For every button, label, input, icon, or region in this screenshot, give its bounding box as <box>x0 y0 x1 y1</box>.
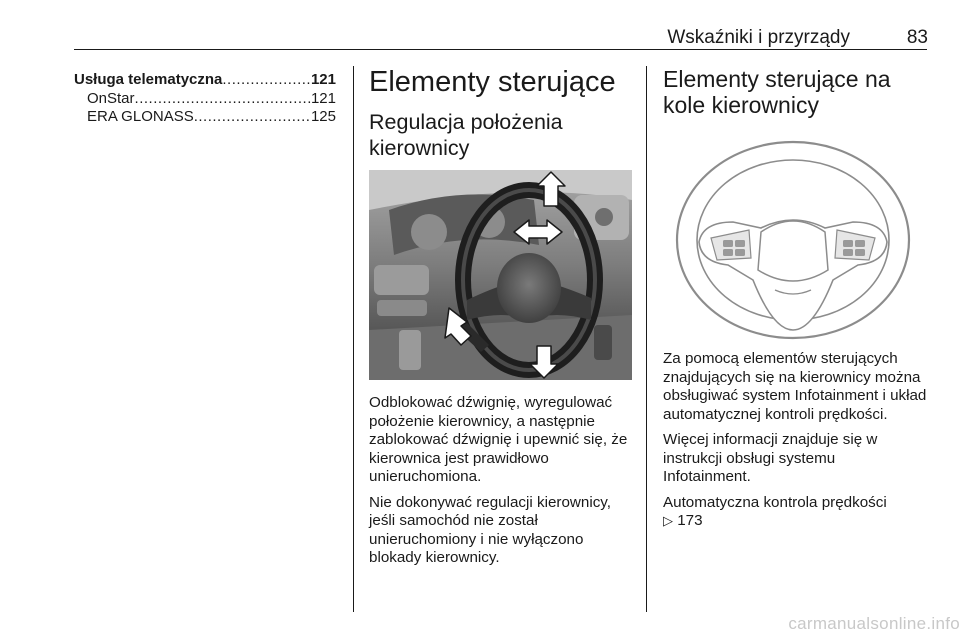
middle-column <box>369 66 633 575</box>
section-heading: Elementy sterujące <box>369 66 616 98</box>
toc-entry-page: 125 <box>310 108 336 125</box>
paragraph: Odblokować dźwignię, wyregulować położenie kierownicy, a następnie zablokować dźwignię i upewnić się, że kierownica jest prawidłowo unieruchomiona. <box>369 394 628 485</box>
page-reference-arrow-icon: ▷ <box>663 513 673 528</box>
paragraph: Za pomocą elementów sterujących znajdujących się na kierownicy można obsługiwać system Infotainment i układ automatycznej kontroli prędkości. <box>663 350 927 423</box>
table-of-contents <box>74 71 336 127</box>
right-column <box>663 66 927 538</box>
toc-leader-dots <box>135 90 311 109</box>
watermark: carmanualsonline.info <box>788 614 960 633</box>
toc-entry-label: Usługa telematyczna <box>74 71 223 88</box>
steering-wheel-illustration <box>663 130 926 340</box>
cross-reference-label: Automatyczna kontrola prędkości <box>663 493 887 511</box>
column-divider-left <box>353 66 354 612</box>
paragraph: Więcej informacji znajduje się w instrukcji obsługi systemu Infotainment. <box>663 431 878 485</box>
toc-leader-dots <box>222 71 311 90</box>
steering-adjustment-photo <box>369 170 632 380</box>
header-divider <box>74 49 927 50</box>
toc-leader-dots <box>194 108 311 127</box>
running-header-title: Wskaźniki i przyrządy <box>667 27 850 48</box>
toc-entry[interactable] <box>74 108 336 127</box>
toc-entry-label: OnStar <box>87 89 135 107</box>
page-number: 83 <box>906 27 928 48</box>
subsection-heading: Regulacja położenia kierownicy <box>369 110 563 160</box>
steering-wheel-figure <box>663 130 926 340</box>
cross-reference[interactable] <box>663 494 927 531</box>
column-divider-right <box>646 66 647 612</box>
paragraph: Nie dokonywać regulacji kierownicy, jeśli samochód nie został unieruchomiony i nie wyłączono blokady kierownicy. <box>369 493 611 566</box>
toc-entry-label: ERA GLONASS <box>87 108 194 125</box>
steering-adjustment-illustration <box>369 170 632 380</box>
toc-entry-page: 121 <box>310 71 336 88</box>
toc-entry[interactable] <box>74 90 336 109</box>
toc-entry[interactable] <box>74 71 336 90</box>
toc-entry-page: 121 <box>310 89 336 107</box>
section-heading: Elementy sterujące na kole kierownicy <box>663 66 891 118</box>
cross-reference-page: 173 <box>677 512 703 529</box>
